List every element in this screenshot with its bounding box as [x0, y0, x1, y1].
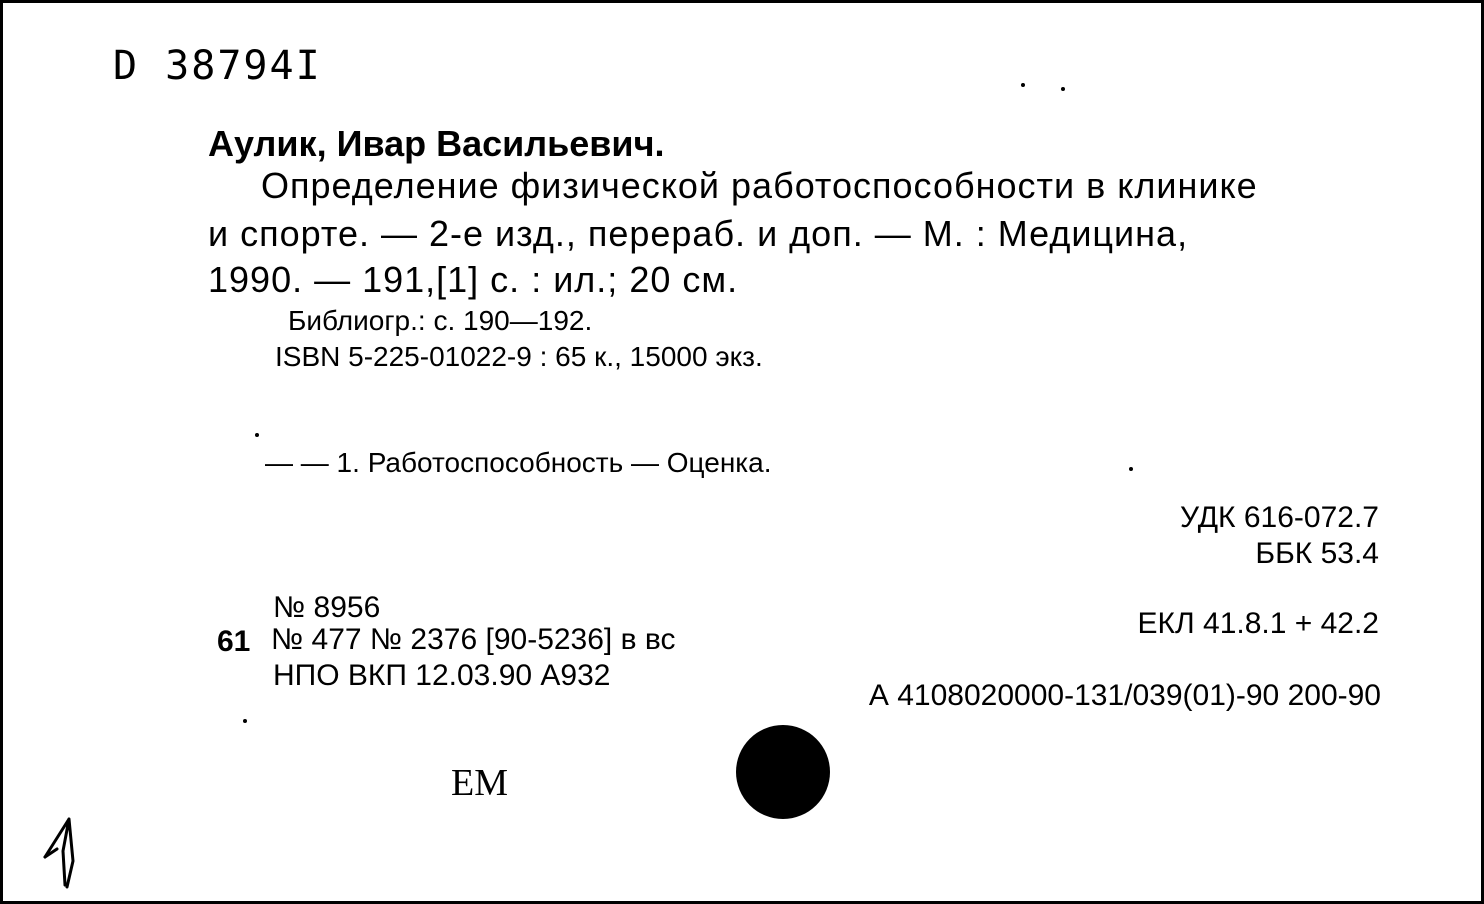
stamp-em: ЕМ [451, 762, 508, 804]
publisher-code: А 4108020000-131/039(01)-90 200-90 [868, 679, 1381, 712]
speck [1129, 467, 1133, 471]
udk-code: УДК 616-072.7 [1180, 501, 1379, 534]
print-line-2: № 477 № 2376 [90-5236] в вс [271, 623, 676, 656]
speck [1021, 83, 1025, 87]
order-number: № 8956 [273, 591, 381, 624]
ekl-code: ЕКЛ 41.8.1 + 42.2 [1137, 607, 1379, 640]
speck [243, 719, 247, 723]
title-line-3: 1990. — 191,[1] с. : ил.; 20 см. [208, 259, 739, 300]
title-line-1: Определение физической работоспособности в клинике [261, 165, 1258, 206]
bibliography-note: Библиогр.: с. 190—192. [288, 305, 593, 336]
speck [1061, 87, 1065, 91]
print-line-prefix: 61 [217, 625, 251, 658]
call-number: D 38794I [113, 43, 322, 89]
bbk-code: ББК 53.4 [1255, 537, 1379, 570]
subject-heading: — — 1. Работоспособность — Оценка. [265, 447, 772, 478]
handwritten-numeral-one [39, 811, 89, 891]
speck [255, 433, 259, 437]
isbn-line: ISBN 5-225-01022-9 : 65 к., 15000 экз. [275, 341, 763, 372]
punch-hole [736, 725, 830, 819]
print-line-3: НПО ВКП 12.03.90 А932 [273, 659, 611, 692]
author-heading: Аулик, Ивар Васильевич. [208, 123, 665, 164]
title-line-2: и спорте. — 2-е изд., перераб. и доп. — М. : Медицина, [208, 213, 1189, 254]
